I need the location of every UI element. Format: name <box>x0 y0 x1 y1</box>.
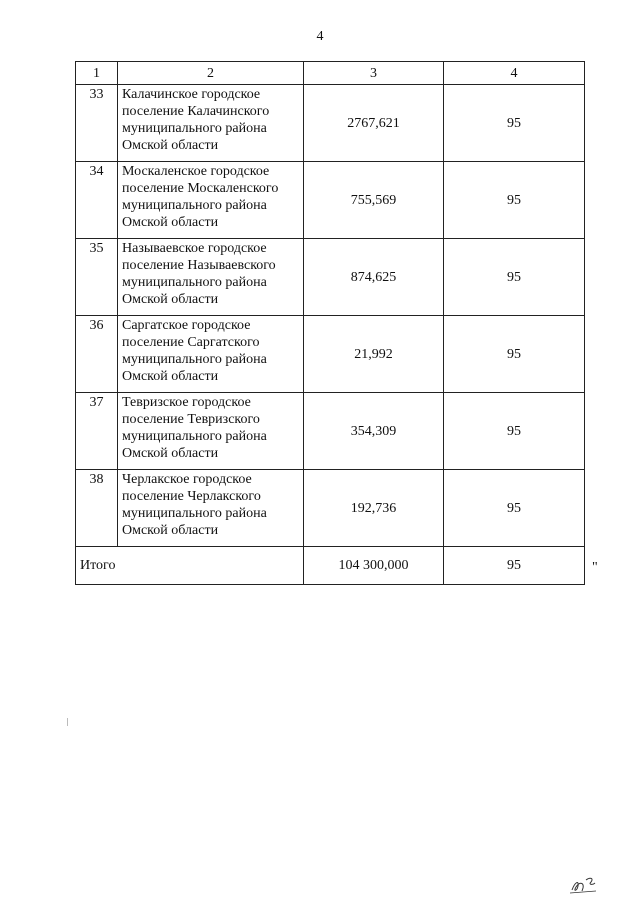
header-col-1: 1 <box>76 62 118 85</box>
allocation-table <box>75 61 585 585</box>
table-row <box>76 162 585 239</box>
amount-value: 2767,621 <box>304 85 444 162</box>
percent-value: 95 <box>444 239 585 316</box>
row-number: 38 <box>76 470 118 547</box>
header-col-2: 2 <box>118 62 304 85</box>
table-row <box>76 393 585 470</box>
total-value: 104 300,000 <box>304 547 444 585</box>
closing-quote-mark: " <box>592 560 598 575</box>
row-number: 34 <box>76 162 118 239</box>
settlement-name: Называевское городское поселение Называевского муниципального района Омской области <box>118 239 304 316</box>
amount-value: 21,992 <box>304 316 444 393</box>
row-number: 33 <box>76 85 118 162</box>
settlement-name: Калачинское городское поселение Калачинского муниципального района Омской области <box>118 85 304 162</box>
table-header-row <box>76 62 585 85</box>
settlement-name: Тевризское городское поселение Тевризского муниципального района Омской области <box>118 393 304 470</box>
signature-mark <box>566 870 606 896</box>
settlement-name: Москаленское городское поселение Москаленского муниципального района Омской области <box>118 162 304 239</box>
header-col-4: 4 <box>444 62 585 85</box>
margin-mark <box>67 718 68 726</box>
amount-value: 192,736 <box>304 470 444 547</box>
percent-value: 95 <box>444 316 585 393</box>
table-row <box>76 470 585 547</box>
table-row <box>76 316 585 393</box>
row-number: 35 <box>76 239 118 316</box>
total-row <box>76 547 585 585</box>
settlement-name: Саргатское городское поселение Саргатского муниципального района Омской области <box>118 316 304 393</box>
table-row <box>76 85 585 162</box>
percent-value: 95 <box>444 162 585 239</box>
settlement-name: Черлакское городское поселение Черлакского муниципального района Омской области <box>118 470 304 547</box>
row-number: 37 <box>76 393 118 470</box>
percent-value: 95 <box>444 85 585 162</box>
total-percent: 95 <box>444 547 585 585</box>
page-number: 4 <box>316 29 324 44</box>
header-col-3: 3 <box>304 62 444 85</box>
amount-value: 874,625 <box>304 239 444 316</box>
total-label: Итого <box>76 547 304 585</box>
percent-value: 95 <box>444 470 585 547</box>
row-number: 36 <box>76 316 118 393</box>
amount-value: 354,309 <box>304 393 444 470</box>
table-row <box>76 239 585 316</box>
percent-value: 95 <box>444 393 585 470</box>
amount-value: 755,569 <box>304 162 444 239</box>
